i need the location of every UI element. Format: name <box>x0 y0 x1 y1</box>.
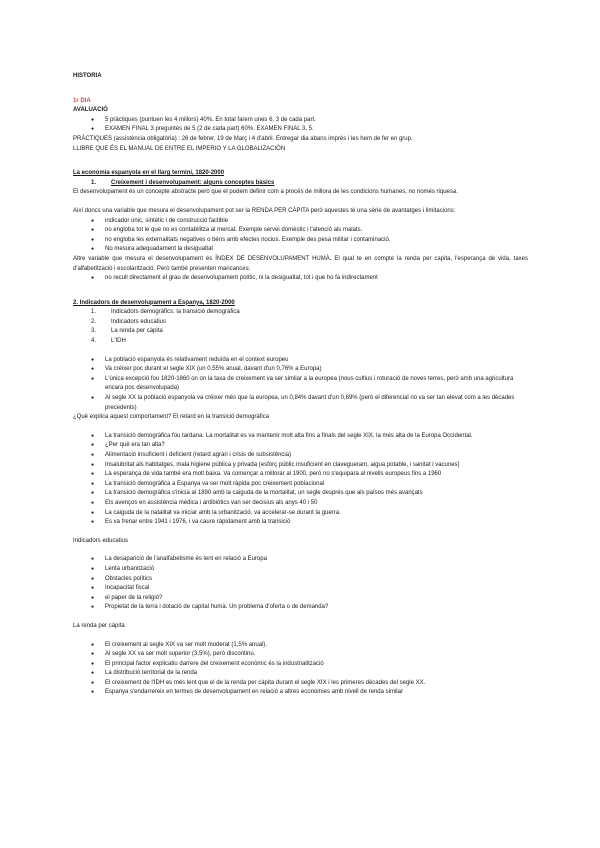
transition-list <box>73 432 528 528</box>
list-item: ● EXAMEN FINAL 3 preguntes de 5 (2 de cada part) 60%. EXAMEN FINAL 3, 5. <box>91 125 528 135</box>
list-item: ● Propietat de la terra i dotació de capital humà. Un problema d'oferta o de demanda? <box>91 603 528 613</box>
doc-title: HISTORIA <box>73 73 102 79</box>
list-item: ● El creixement de l'IDH es més lent que el de la renda per càpita durant el segle XIX i les primeres dècades del segle XX. <box>91 679 528 689</box>
list-item: ● no recull directament el grau de desenvolupament polític, ni la desigualtat, tot i que ho fa indirectament <box>91 274 528 284</box>
subsection1-heading <box>91 179 528 189</box>
item-label: Indicadors demogràfics: la transició demogràfica <box>111 309 240 316</box>
subsection-number: 1. <box>91 179 97 186</box>
list-item: ● L'única excepció fou 1820-1860 on on la taxa de creixement va ser similar a la europea (nous cultius i roturació de noves terres, però amb una agricultura encara poc desenvolupada) <box>91 375 528 394</box>
item-label: L'IDH <box>111 338 126 345</box>
list-item: ● La transició demogràfica fou tardana. La mortalitat es va mantenir molt alta fins a finals del segle XIX, la més alta de la Europa Occidental. <box>91 432 528 442</box>
item-label: Indicadors educatius <box>111 318 167 325</box>
list-item: ● Espanya s'endarrereix en termes de desenvolupament en relació a altres economies amb nivell de renda similar <box>91 688 528 698</box>
list-item: ● no engloba tot le que no es contabilitza al mercat. Exemple servei domèstic i l'atenció als malats. <box>91 226 528 236</box>
item-number: 4. <box>91 338 97 345</box>
renda-list <box>73 217 528 255</box>
idh-list <box>73 274 528 284</box>
paragraph-renda: Així doncs una variable que mesura el desenvolupament pot ser la RENDA PER CÀPITA però aquestes té una sèrie de avantatges i limitacions: <box>73 207 456 214</box>
practiques-text: PRÀCTIQUES (assistència obligatòria) : 26 de febrer, 19 de Març i 4 d'abril. Entregar dia abans imprès i les hem de fer en grup. <box>73 135 413 142</box>
section2-title: 2. Indicadors de desenvolupament a Espanya, 1820-2000 <box>73 299 235 306</box>
list-item: ● Va créixer poc durant el segle XIX (un 0,55% anual, davant d'un 0,76% a Europa) <box>91 365 528 375</box>
list-item: ● Obstacles polítics <box>91 575 528 585</box>
list-item: ● El creixement al segle XIX va ser molt moderat (1,5% anual). <box>91 641 528 651</box>
item-number: 3. <box>91 328 97 335</box>
list-item: ● Insalubritat als habitatges, mala higiene pública y privada (esforç públic insuficient en clavegueram, aigua potable, i sanitat i vacunes) <box>91 461 528 471</box>
list-item: ● La transició demogràfica a Espanya va ser molt ràpida poc creixement poblacional <box>91 480 528 490</box>
section1-title: La economía espanyola en el llarg termini, 1820-2000 <box>73 170 225 177</box>
list-item: ● Al segle XX va ser molt superior (3,5%), però discontinu. <box>91 650 528 660</box>
list-item: ● Els avenços en assistència mèdica i antibiòtics van ser decisius als anys 40 i 50 <box>91 499 528 509</box>
list-item: ● La població espanyola és relativament reduïda en el context europeu <box>91 356 528 366</box>
list-item: ● 5 pràctiques (puntuen les 4 millors) 40%. En total farem unes 6, 3 de cada part. <box>91 116 528 126</box>
list-item <box>91 308 528 318</box>
list-item: ● La desaparició de l'analfabetisme és lent en relació a Europa <box>91 555 528 565</box>
population-list <box>73 356 528 414</box>
list-item: ● indicador únic, sintètic i de construcció factible <box>91 217 528 227</box>
item-number: 2. <box>91 318 97 325</box>
edu-heading: Indicadors educatius <box>73 537 129 544</box>
list-item: ● La transició demogràfica s'inicia al 1890 amb la caiguda de la mortalitat, un segle després que als països més avançats <box>91 489 528 499</box>
list-item: ● La distribució territorial de la renda <box>91 669 528 679</box>
list-item <box>91 318 528 328</box>
list-item: ● Alimentació insuficient i deficient (retard agrari i crisis de subsistència) <box>91 451 528 461</box>
day-heading: 1r DIA <box>73 97 91 104</box>
list-item: ● Lenta urbanització <box>91 565 528 575</box>
list-item: ● El principal factor explicatiu darrere del creixement econòmic és la industrialització <box>91 660 528 670</box>
list-item: ● no engloba les externalitats negatives o béns amb efectes nocius. Exemple des pesa militar i contaminació. <box>91 236 528 246</box>
education-list <box>73 555 528 613</box>
indicators-list <box>73 308 528 346</box>
eval-list <box>73 116 528 135</box>
subsection1 <box>73 179 528 189</box>
llibre-text: LLIBRE QUE ÉS EL MANUAL DE ENTRE EL IMPERIO Y LA GLOBALIZACIÓN <box>73 145 286 152</box>
paragraph-development: El desenvolupament és un concepte abstracte però que el podem definir com a procés de millora de les condicions humanes, no només riquesa. <box>73 189 458 196</box>
item-label: La renda per càpita <box>111 328 163 335</box>
list-item: ● La esperança de vida també era molt baixa. Va començar a millorar al 1900, però no s'equipara al nivells europeus fins a 1960 <box>91 470 528 480</box>
list-item: ● Es va frenar entre 1941 i 1976, i va caure ràpidament amb la transició <box>91 518 528 528</box>
item-number: 1. <box>91 309 97 316</box>
paragraph-idh: Altre variable que mesura el desenvolupament és ÍNDEX DE DESENVOLUPAMENT HUMÀ. El qual te en compte la renda per capita, l'esperança de vida, taxes d'alfabetització i escolarització. Però també presenten mancances: <box>73 255 528 272</box>
list-item: ● No mesura adequadament la desigualtat <box>91 245 528 255</box>
list-item: ● Incapacitat fiscal <box>91 584 528 594</box>
list-item <box>91 337 528 347</box>
list-item: ● Al segle XX la població espanyola va créixer més que la europea, un 0,84% davant d'un 0,69% (però el diferencial no va ser tan elevat com a les dècades precedents) <box>91 394 528 413</box>
renda-heading: La renda per càpita <box>73 622 125 629</box>
document-body <box>73 72 528 698</box>
list-item: ● el paper de la religió? <box>91 594 528 604</box>
income-list <box>73 641 528 699</box>
subsection-title: Creixement i desenvolupament: alguns conceptes bàsics <box>111 179 275 186</box>
eval-heading: AVALUACIÓ <box>73 107 108 114</box>
list-item: ● ¿Per què era tan alta? <box>91 441 528 451</box>
question-text: ¿Què explica aquest comportament? El retard en la transició demogràfica <box>73 414 270 421</box>
list-item: ● La caiguda de la natalitat va iniciar amb la urbanització, va accelerar-se durant la guerra. <box>91 509 528 519</box>
list-item <box>91 327 528 337</box>
